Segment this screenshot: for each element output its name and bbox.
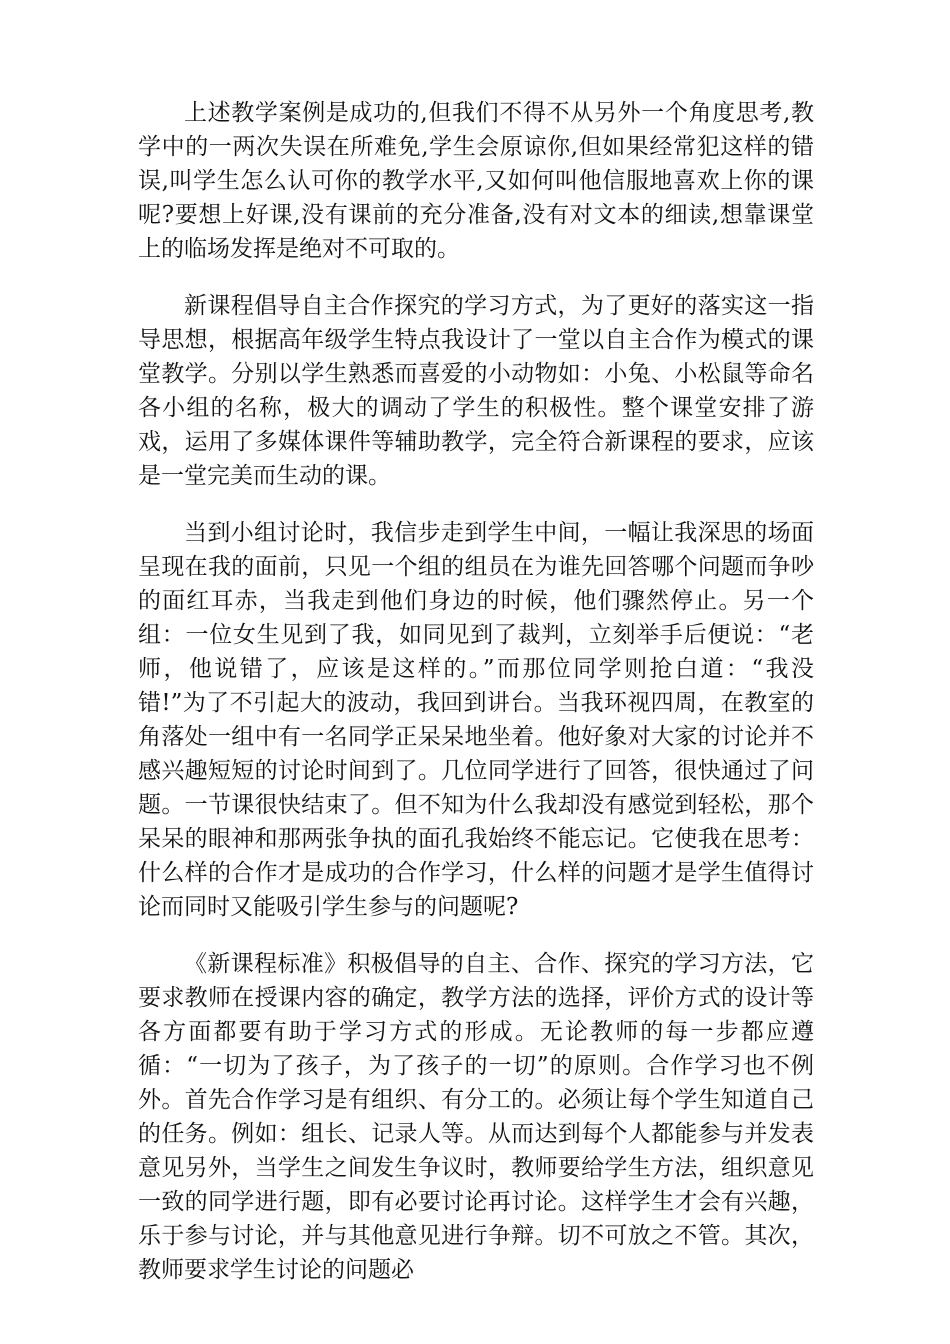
paragraph-1: 上述教学案例是成功的,但我们不得不从另外一个角度思考,教学中的一两次失误在所难免,学生会原谅你,但如果经常犯这样的错误,叫学生怎么认可你的教学水平,又如何叫他信服地喜欢上你的课呢?要想上好课,没有课前的充分准备,没有对文本的细读,想靠课堂上的临场发挥是绝对不可取的。 [138, 100, 814, 262]
paragraph-3: 当到小组讨论时，我信步走到学生中间，一幅让我深思的场面呈现在我的面前，只见一个组的组员在为谁先回答哪个问题而争吵的面红耳赤，当我走到他们身边的时候，他们骤然停止。另一个组：一位女生见到了我，如同见到了裁判，立刻举手后便说：“老师，他说错了，应该是这样的。”而那位同学则抢白道：“我没错!”为了不引起大的波动，我回到讲台。当我环视四周，在教室的角落处一组中有一名同学正呆呆地坐着。他好象对大家的讨论并不感兴趣短短的讨论时间到了。几位同学进行了回答，很快通过了问题。一节课很快结束了。但不知为什么我却没有感觉到轻松，那个呆呆的眼神和那两张争执的面孔我始终不能忘记。它使我在思考：什么样的合作才是成功的合作学习，什么样的问题才是学生值得讨论而同时又能吸引学生参与的问题呢? [138, 520, 814, 920]
paragraph-4: 《新课程标准》积极倡导的自主、合作、探究的学习方法，它要求教师在授课内容的确定，教学方法的选择，评价方式的设计等各方面都要有助于学习方式的形成。无论教师的每一步都应遵循：“一切为了孩子，为了孩子的一切”的原则。合作学习也不例外。首先合作学习是有组织、有分工的。必须让每个学生知道自己的任务。例如：组长、记录人等。从而达到每个人都能参与并发表意见另外，当学生之间发生争议时，教师要给学生方法，组织意见一致的同学进行题，即有必要讨论再讨论。这样学生才会有兴趣，乐于参与讨论，并与其他意见进行争辩。切不可放之不管。其次，教师要求学生讨论的问题必 [138, 951, 814, 1283]
document-page [138, 96, 814, 1310]
paragraph-2: 新课程倡导自主合作探究的学习方式，为了更好的落实这一指导思想，根据高年级学生特点我设计了一堂以自主合作为模式的课堂教学。分别以学生熟悉而喜爱的小动物如：小兔、小松鼠等命名各小组的名称，极大的调动了学生的积极性。整个课堂安排了游戏，运用了多媒体课件等辅助教学，完全符合新课程的要求，应该是一堂完美而生动的课。 [138, 293, 814, 489]
